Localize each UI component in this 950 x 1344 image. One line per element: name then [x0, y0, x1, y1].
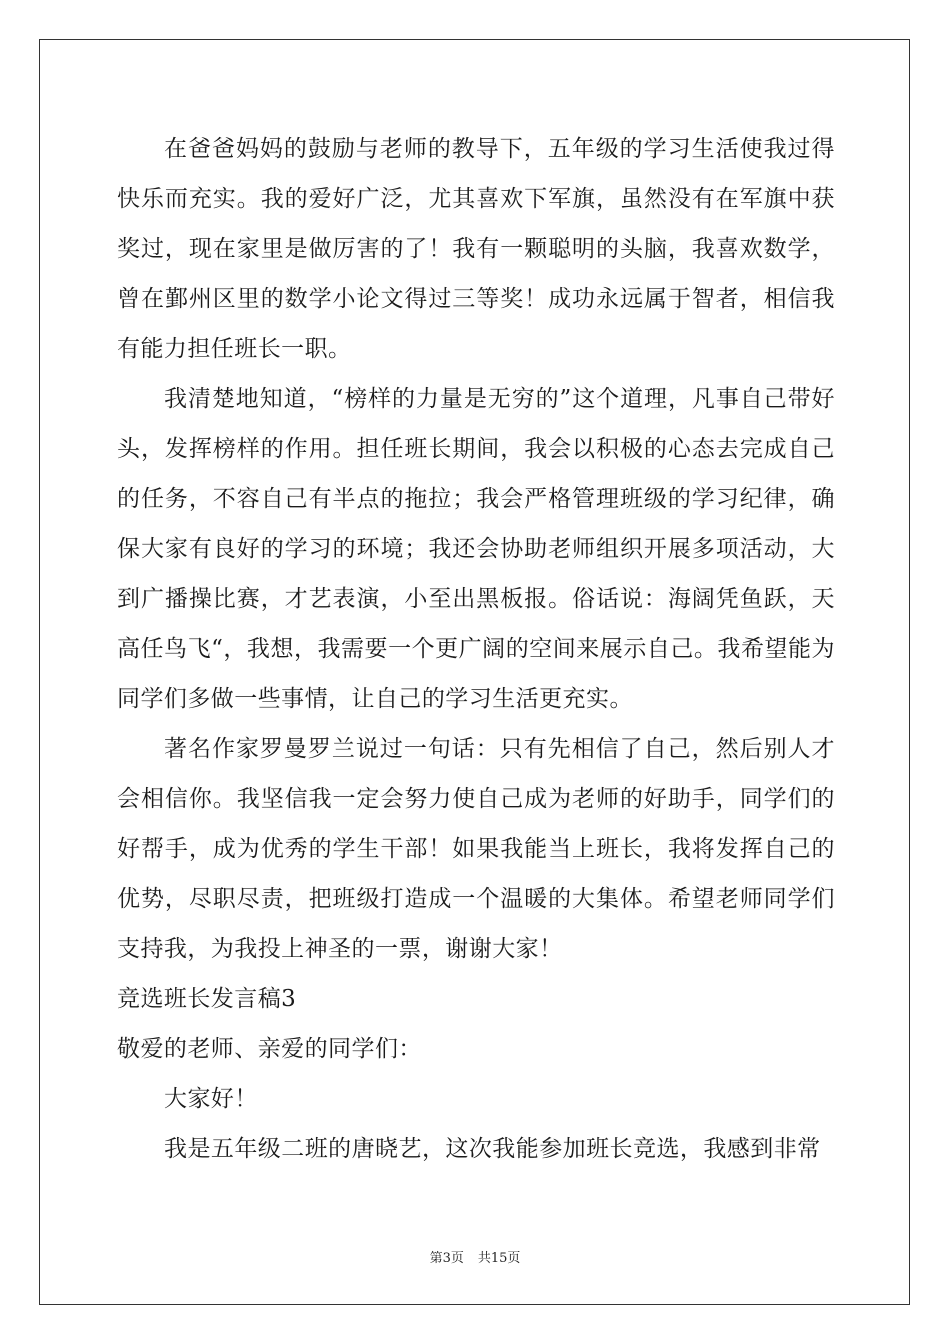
salutation: 敬爱的老师、亲爱的同学们： [117, 1036, 422, 1062]
paragraph: 著名作家罗曼罗兰说过一句话：只有先相信了自己，然后别人才会相信你。我坚信我一定会努力使自己成为老师的好助手，同学们的好帮手，成为优秀的学生干部！如果我能当上班长，我将发挥自己的优势，尽职尽责，把班级打造成一个温暖的大集体。希望老师同学们支持我，为我投上神圣的一票，谢谢大家！ [117, 736, 835, 962]
page-total: 共15页 [477, 1251, 521, 1266]
paragraph: 我是五年级二班的唐晓艺，这次我能参加班长竞选，我感到非常 [164, 1136, 821, 1162]
paragraph: 在爸爸妈妈的鼓励与老师的教导下，五年级的学习生活使我过得快乐而充实。我的爱好广泛，尤其喜欢下军旗，虽然没有在军旗中获奖过，现在家里是做厉害的了！我有一颗聪明的头脑，我喜欢数学，曾在鄞州区里的数学小论文得过三等奖！成功永远属于智者，相信我有能力担任班长一职。 [117, 136, 835, 362]
document-body [117, 124, 835, 1174]
page-footer [0, 1247, 950, 1266]
greeting: 大家好！ [164, 1086, 258, 1112]
page-number: 第3页 [429, 1251, 464, 1266]
section-title: 竞选班长发言稿3 [117, 986, 297, 1012]
paragraph: 我清楚地知道，“榜样的力量是无穷的”这个道理，凡事自己带好头，发挥榜样的作用。担任班长期间，我会以积极的心态去完成自己的任务，不容自己有半点的拖拉；我会严格管理班级的学习纪律，确保大家有良好的学习的环境；我还会协助老师组织开展多项活动，大到广播操比赛，才艺表演，小至出黑板报。俗话说：海阔凭鱼跃，天高任鸟飞“，我想，我需要一个更广阔的空间来展示自己。我希望能为同学们多做一些事情，让自己的学习生活更充实。 [117, 386, 835, 712]
